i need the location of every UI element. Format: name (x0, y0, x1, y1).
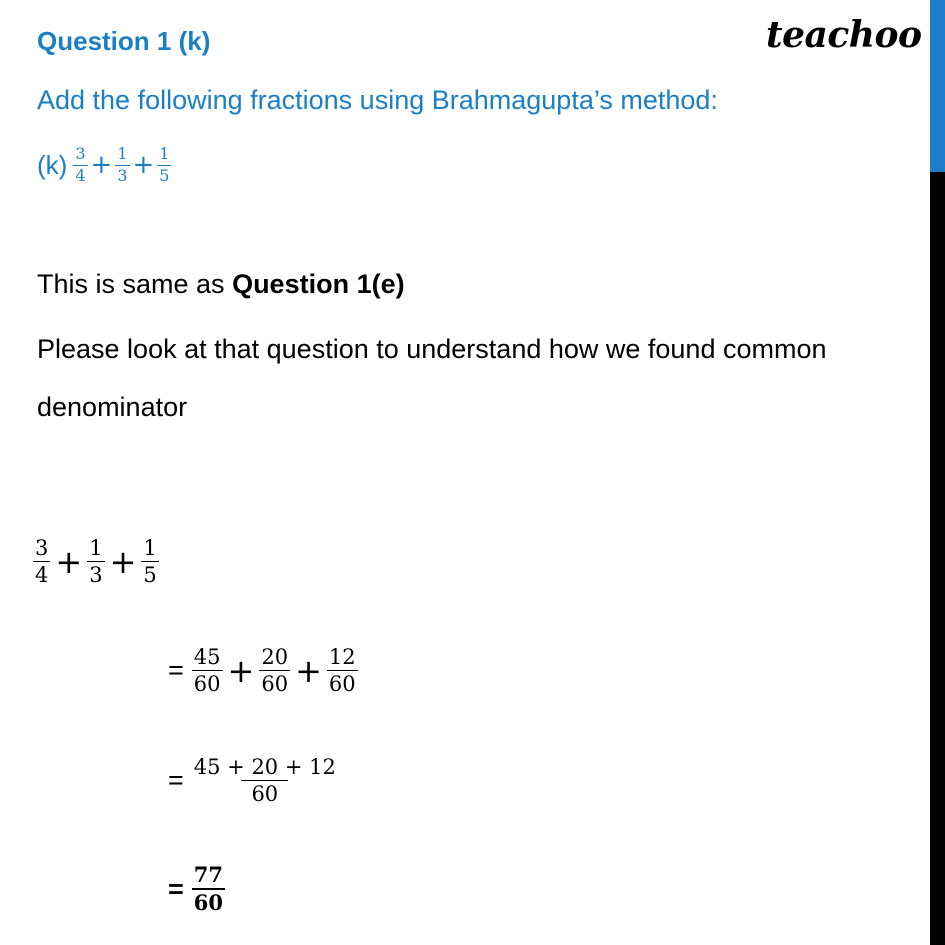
equals-sign: = (168, 655, 184, 686)
teachoo-logo: teachoo (766, 14, 922, 56)
fraction: $\frac{45 + 20 + 12}{60}$ (193, 755, 336, 807)
explanation-line-1: This is same as Question 1(e) (37, 269, 405, 299)
question-reference: Question 1(e) (232, 269, 405, 299)
fraction: $\frac{3}{4}$ (35, 536, 49, 588)
answer-fraction: $\frac{77}{60}$ (193, 862, 224, 916)
plus-sign: + (109, 542, 137, 581)
fraction: $\frac{20}{60}$ (261, 645, 289, 697)
question-fraction: $\frac{3}{4}$ (75, 144, 86, 185)
solution-step-1 (168, 646, 358, 695)
plus-sign: + (55, 542, 83, 581)
fraction: $\frac{12}{60}$ (328, 645, 356, 697)
explanation-line-3: denominator (37, 392, 188, 422)
fraction: $\frac{1}{3}$ (89, 536, 103, 588)
fraction: $\frac{1}{5}$ (143, 536, 157, 588)
solution-step-2 (168, 756, 338, 805)
equals-sign: = (168, 873, 184, 904)
question-expression (37, 146, 171, 185)
solution-expression (33, 537, 159, 586)
question-fraction: $\frac{1}{5}$ (159, 144, 170, 185)
solution-answer (168, 864, 225, 914)
plus-sign: + (295, 651, 322, 690)
plus-sign: + (227, 651, 255, 690)
question-instruction: Add the following fractions using Brahmagupta’s method: (37, 85, 718, 115)
question-fraction: $\frac{1}{3}$ (117, 144, 128, 185)
scrollbar-thumb[interactable] (930, 0, 945, 172)
equals-sign: = (168, 765, 184, 796)
plus-sign: + (90, 150, 113, 181)
question-label: (k) (37, 149, 68, 180)
question-title: Question 1 (k) (37, 26, 211, 56)
fraction: $\frac{45}{60}$ (193, 645, 221, 697)
plus-sign: + (132, 150, 155, 181)
explanation-line-2: Please look at that question to understand how we found common (37, 334, 827, 364)
